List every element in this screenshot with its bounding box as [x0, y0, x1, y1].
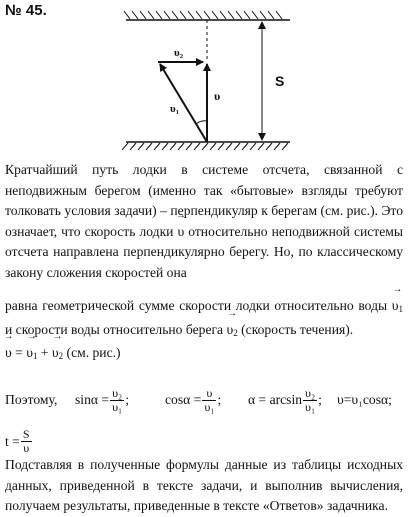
vector-v-inline: → υ: [177, 222, 184, 243]
cos-formula: cosα = $\frac{\upsilon}{\text{υ₁}}$ ;: [165, 385, 222, 414]
label-s: S: [275, 73, 285, 89]
paragraph-2: равна геометрической сумме скорости лодки относительно воды → $\upsilon_1$ и скорости воды относительно берега → $\upsilon_2$ (скорость течения). → υ = → $\upsilon_1$ + → $\upsilon_2$ (см. рис.): [5, 296, 403, 367]
paragraph-3: Подставляя в полученные формулы данные из таблицы исходных данных, приведенной в тексте задачи, и выполнив вычисления, получаем результаты, приведенные в тексте «Ответов» задачника.: [5, 457, 403, 513]
vector-diagram: [0, 0, 410, 150]
time-formula: t = $\frac{S}{\upsilon}$: [5, 427, 30, 455]
vector-v1-arrow: [160, 64, 207, 142]
problem-number: № 45.: [5, 2, 47, 19]
paragraph-1: Кратчайший путь лодки в системе отсчета, связанной с неподвижным берегом (именно так «бытовые» взгляды требуют толковать условия задачи) – перпендикуляр к берегам (см. рис.). Это означает, что скорость лодки → υ относительно неподвижной системы отсчета направлена перпендикулярно берегу. Но, по классическому закону сложения скоростей она: [5, 160, 403, 283]
label-v1: υ₁: [170, 103, 180, 115]
vector-v2-inline: → $\upsilon_2$: [227, 320, 238, 344]
alpha-formula: α = arcsin $\frac{\text{υ₂}}{\text{υ₁}}$ ;: [248, 385, 322, 414]
formula-row: [5, 384, 405, 416]
bottom-bank-hatch: [122, 143, 288, 150]
vector-v1-inline: → $\upsilon_1$: [392, 296, 403, 320]
top-bank-hatch: [124, 11, 282, 19]
label-v: υ: [214, 89, 221, 103]
sin-formula: sinα = $\frac{\text{υ₂}}{\text{υ₁}}$ ;: [75, 385, 129, 414]
label-v2: υ₂: [174, 47, 184, 59]
v-formula: υ=υ₁cosα;: [337, 392, 392, 407]
formulas-intro: Поэтому,: [5, 392, 58, 407]
vector-sum-equation: → υ = → $\upsilon_1$ + → $\upsilon_2$: [5, 345, 63, 360]
angle-arc: [196, 121, 207, 124]
